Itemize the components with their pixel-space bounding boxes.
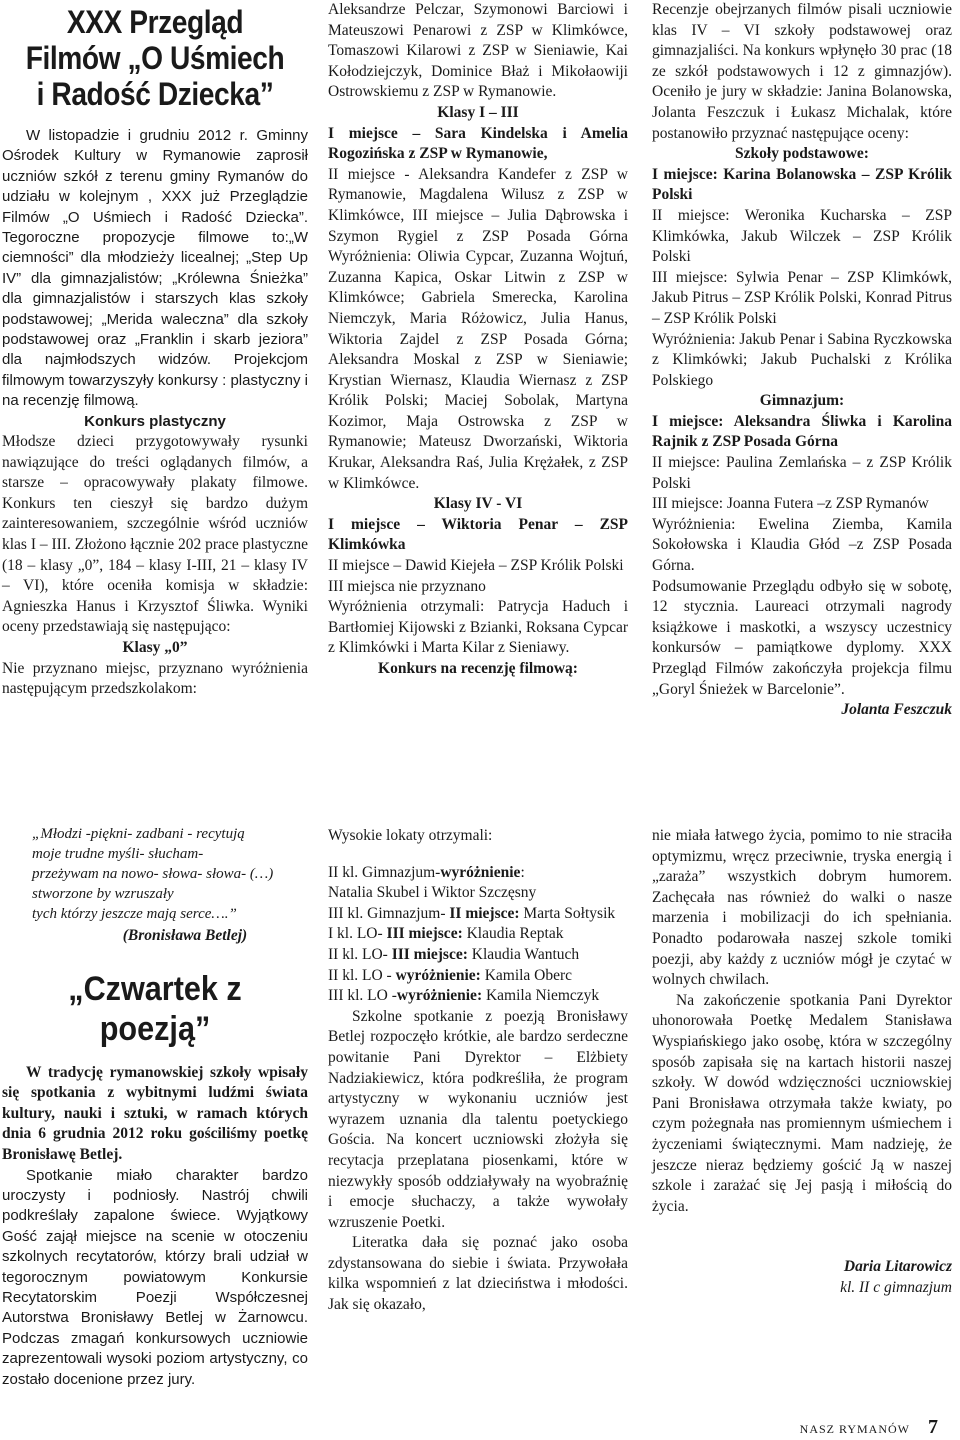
- award-item: [328, 986, 628, 1007]
- award-rank: III miejsce:: [386, 925, 463, 943]
- article1-col1: [2, 4, 308, 700]
- article2-lead: W tradycję rymanowskiej szkoły wpisały się spotkania z wybitnymi ludźmi świata kultury, nauki i sztuki, w ramach których dnia 6 grudnia 2012 roku gościliśmy poetkę Bronisławę Betlej.: [2, 1063, 308, 1163]
- klasy0-heading: Klasy „0”: [122, 639, 188, 657]
- award-rank: wyróżnienie:: [395, 966, 481, 984]
- article2-col1-text: Spotkanie miało charakter bardzo uroczysty i podniosły. Nastrój chwili podkreślały zapalone świece. Wyjątkowy Gość zajął miejsce na scenie w otoczeniu szkolnych recytatorów, którzy brali udział w tegorocznym powiatowym Konkursie Recytatorskim Poezji Współczesnej Autorstwa Bronisławy Betlej w Żarnowcu. Podczas zmagań konkursowych uczniowie zaprezentowali wysoki poziom artystyczny, co zostało docenione przez jury.: [2, 1166, 308, 1388]
- article2-col2-text2: Literatka dała się poznać jako osoba zdystansowana do siebie i świata. Przywołała kilka wspomnień z lat dzieciństwa i młodości. Jak się okazało,: [328, 1234, 628, 1314]
- award-name: :: [520, 863, 525, 881]
- award-name: Klaudia Reptak: [462, 925, 564, 943]
- award-prefix: I kl. LO-: [328, 925, 387, 943]
- klasy0-text: Nie przyznano miejsc, przyznano wyróżnienia następującym przedszkolakom:: [2, 659, 308, 698]
- article2-col3-text1: nie miała łatwego życia, pomimo to nie straciła optymizmu, wręcz przeciwnie, tryska energią i „zaraża” wszystkich dobrym humorem. Zachęcała nas również do walki o nasze marzenia i mobilizacji do ich spełniania. Ponadto podarowała naszej szkole tomiki poezji, aby każdy z uczniów mógł je czytać w wolnych chwilach.: [652, 827, 952, 989]
- award-item: [328, 966, 628, 987]
- sp-rest: II miejsce: Weronika Kucharska – ZSP Klimkówka, Jakub Wilczek – ZSP Królik Polski III miejsce: Sylwia Penar – ZSP Klimkówk, Jakub Pitrus – ZSP Królik Polski, Konrad Pitrus – ZSP Królik Polski Wyróżnienia: Jakub Penar i Sabina Ryczkowska z Klimkówki; Jakub Puchalski z Królika Polskiego: [652, 206, 952, 389]
- award-item: [328, 945, 628, 966]
- award-prefix: II kl. Gimnazjum-: [328, 863, 441, 881]
- gim-heading: Gimnazjum:: [759, 392, 845, 410]
- article1-col3: [652, 0, 952, 721]
- gim-rest: II miejsce: Paulina Zemlańska – z ZSP Królik Polski III miejsce: Joanna Futera –z ZSP Rymanów Wyróżnienia: Ewelina Ziemba, Kamila Sokołowska i Klaudia Głód –z ZSP Posada Górna.: [652, 454, 952, 575]
- klasy13-first: I miejsce – Sara Kindelska i Amelia Rogozińska z ZSP w Rymanowie,: [328, 124, 628, 163]
- klasy46-first: I miejsce – Wiktoria Penar – ZSP Klimkówka: [328, 515, 628, 554]
- article1-author: Jolanta Feszczuk: [841, 701, 952, 719]
- award-prefix: III kl. LO -: [328, 987, 397, 1005]
- article2-author-class: kl. II c gimnazjum: [840, 1278, 952, 1296]
- award-item: [328, 883, 628, 904]
- article2-col3-text2: Na zakończenie spotkania Pani Dyrektor uhonorowała Poetkę Medalem Stanisława Wyspiańskiego jako osobę, która w szczególny sposób zapisała się na kartach historii naszej szkoły. W dowód wdzięczności uczniowskiej Pani Bronisława otrzymała także kwiaty, po czym pożegnała nas promiennym uśmiechem i życzeniami świątecznymi. Mam nadzieję, że jeszcze nieraz będziemy gościć Ją w naszej szkole i zarażać się Jej pasją i miłością do życia.: [652, 991, 952, 1215]
- article1-col2: [328, 0, 628, 680]
- article1-intro: W listopadzie i grudniu 2012 r. Gminny Ośrodek Kultury w Rymanowie zaprosił uczniów szkół z terenu gminy Rymanów do udziału w kolejnym , XXX już Przeglądzie Filmów „O Uśmiech i Radość Dziecka”. Tegoroczne propozycje filmowe to:„W ciemności” dla młodzieży licealnej; „Step Up IV” dla gimnazjalistów; „Królewna Śnieżka” dla gimnazjalistów i starszych klas szkoły podstawowej; „Merida waleczna” dla szkoły podstawowej oraz „Franklin i skarb jeziora” dla najmłodszych widzów. Projekcjom filmowym towarzyszyły konkursy : plastyczny i na recenzję filmową.: [2, 127, 308, 410]
- article2-title: „Czwartek z poezją”: [68, 969, 242, 1048]
- award-prefix: Natalia Skubel i Wiktor Szczęsny: [328, 884, 537, 902]
- award-prefix: II kl. LO -: [328, 966, 396, 984]
- klasy13-heading: Klasy I – III: [437, 103, 519, 121]
- article2-col2-text1: Szkolne spotkanie z poezją Bronisławy Betlej rozpoczęło krótkie, ale bardzo serdeczne powitanie Pani Dyrektor – Elżbiety Nadziakiewicz, która podkreśliła, że program artystyczny w wykonaniu uczniów jest wyrazem uznania dla talentu poetyckiego Gościa. Na koncert uczniowski złożyła się recytacja przeplatana piosenkami, które w niezwykły sposób oddziaływały na wyobraźnię i emocje słuchaczy, a także wywołały wzruszenie Poetki.: [328, 1007, 628, 1231]
- recenzja-text: Recenzje obejrzanych filmów pisali uczniowie klas IV – VI szkoły podstawowej oraz gimnazjaliści. Na konkurs wpłynęło 30 prac (18 ze szkół podstawowych i 12 z gimnazjów). Oceniło je jury w składzie: Janina Bolanowska, Jolanta Feszczuk i Łukasz Michalak, które postanowiło przyznać następujące oceny:: [652, 1, 952, 142]
- magazine-name: NASZ RYMANÓW: [799, 1422, 910, 1436]
- klasy13-rest: II miejsce - Aleksandra Kandefer z ZSP w Rymanowie, Magdalena Wilusz z ZSP w Klimkówce, III miejsce – Julia Dąbrowska i Szymon Rygiel z ZSP Posada Górna Wyróżnienia: Oliwia Cypcar, Zuzanna Wojtuń, Zuzanna Kapica, Oskar Litwin z ZSP w Klimkówce; Gabriela Smerecka, Karolina Niemczyk, Maria Różowicz, Julia Hanus, Wiktoria Zajdel z ZSP Posada Górna; Aleksandra Moskal z ZSP w Sieniawie; Krystian Wiernasz, Klaudia Wiernasz z ZSP Królik Polski; Maciej Sobolak, Martyna Kozimor, Maja Ostrowska z ZSP w Rymanowie; Mateusz Dworzański, Wiktoria Krukar, Aleksandra Raś, Julia Krężałek, z ZSP w Klimkówce.: [328, 165, 628, 492]
- recenzja-heading: Konkurs na recenzję filmową:: [378, 660, 578, 677]
- award-rank: II miejsce:: [449, 904, 520, 922]
- article2-col2: [328, 826, 628, 1316]
- award-name: Klaudia Wantuch: [467, 945, 580, 963]
- award-name: Marta Sołtysik: [519, 904, 616, 922]
- article1-title: XXX Przegląd Filmów „O Uśmiech i Radość Dziecka”: [25, 4, 285, 112]
- award-item: [328, 924, 628, 945]
- poem-author: (Bronisława Betlej): [122, 927, 248, 944]
- award-rank: wyróżnienie:: [396, 987, 483, 1005]
- article2-col1: [2, 824, 308, 1390]
- award-prefix: II kl. LO-: [328, 945, 392, 963]
- konkurs-plastyczny-text: Młodsze dzieci przygotowywały rysunki nawiązujące do treści oglądanych filmów, a starsze – opracowywały plakaty filmowe. Konkurs ten cieszył się bardzo dużym zainteresowaniem, szczególnie wśród uczniów klas I – III. Złożono łącznie 202 prace plastyczne (18 – klasy „0”, 184 – klasy I-III, 21 – klasy IV – VI), które oceniła komisja w składzie: Agnieszka Hanus i Krzysztof Śliwka. Wyniki oceny przedstawiają się następująco:: [2, 433, 308, 636]
- award-name: Kamila Niemczyk: [482, 987, 600, 1005]
- wysokie-lokaty: Wysokie lokaty otrzymali:: [328, 827, 493, 844]
- award-item: [328, 904, 628, 925]
- sp-heading: Szkoły podstawowe:: [735, 145, 869, 163]
- award-rank: III miejsce:: [391, 945, 468, 963]
- poem: „Młodzi -piękni- zadbani - recytują moje trudne myśli- słucham- przeżywam na nowo- słowa- słowa- (…) stworzone by wzruszały tych którzy jeszcze mają serce….”: [32, 826, 274, 922]
- podsumowanie: Podsumowanie Przeglądu odbyło się w sobotę, 12 stycznia. Laureaci otrzymali nagrody książkowe i maskotki, a wszyscy uczestnicy konkursów – pamiątkowe dyplomy. XXX Przegląd Filmów zakończyła projekcja filmu „Goryl Śnieżek w Barcelonie”.: [652, 577, 952, 698]
- page-footer: [800, 1416, 938, 1439]
- award-name: Kamila Oberc: [480, 966, 573, 984]
- award-item: [328, 863, 628, 884]
- page-number: 7: [928, 1416, 938, 1438]
- article2-col3: [652, 826, 952, 1298]
- article2-author: Daria Litarowicz: [843, 1258, 952, 1276]
- klasy0-awardees: Aleksandrze Pelczar, Szymonowi Barciowi i Mateuszowi Penarowi z ZSP w Klimkówce, Tomaszowi Kilarowi z ZSP w Sieniawie, Kai Kołodziejczyk, Dominice Błaż i Mikołaowiji Ostrowskiemu z ZSP w Rymanowie.: [328, 1, 628, 101]
- sp-first: I miejsce: Karina Bolanowska – ZSP Królik Polski: [652, 165, 952, 204]
- klasy46-heading: Klasy IV - VI: [433, 495, 523, 513]
- award-prefix: III kl. Gimnazjum-: [328, 904, 450, 922]
- konkurs-plastyczny-heading: Konkurs plastyczny: [84, 412, 226, 430]
- award-rank: wyróżnienie: [440, 863, 521, 881]
- gim-first: I miejsce: Aleksandra Śliwka i Karolina Rajnik z ZSP Posada Górna: [652, 412, 952, 451]
- awards-list: [328, 863, 628, 1007]
- klasy46-rest: II miejsce – Dawid Kiejeła – ZSP Królik Polski III miejsca nie przyznano Wyróżnienia otrzymali: Patrycja Haduch i Bartłomiej Kijowski z Bzianki, Roksana Cypcar z Klimkówki i Marta Kilar z Sieniawy.: [328, 557, 628, 657]
